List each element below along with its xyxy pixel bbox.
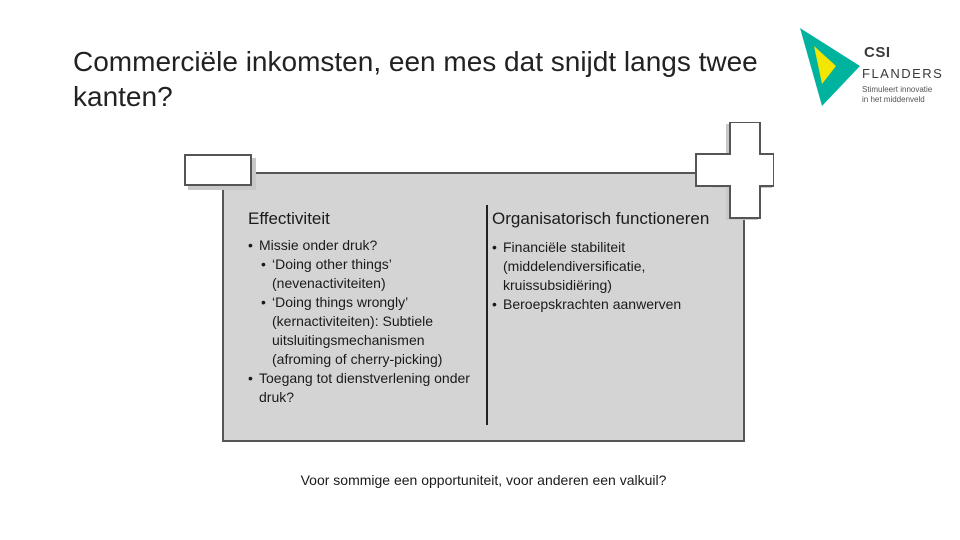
logo-brand-line1: CSI: [864, 44, 891, 61]
list-item: • Beroepskrachten aanwerven: [492, 295, 737, 314]
minus-sign-icon: [184, 154, 252, 186]
list-item: • Missie onder druk?: [248, 236, 478, 255]
list-item: • ‘Doing other things’ (nevenactiviteiten): [261, 255, 478, 293]
right-column: [492, 208, 737, 314]
plus-sign-icon: [694, 122, 774, 222]
column-divider: [486, 205, 488, 425]
logo-brand-line2: FLANDERS: [862, 66, 944, 81]
left-column-list: [248, 236, 478, 407]
logo-mark-icon: [800, 28, 860, 106]
left-column-heading: Effectiviteit: [248, 209, 330, 228]
list-item: • ‘Doing things wrongly’ (kernactiviteiten): Subtiele uitsluitingsmechanismen (afroming of cherry-picking): [261, 293, 478, 369]
slide-title: Commerciële inkomsten, een mes dat snijdt langs twee kanten?: [73, 46, 758, 112]
csi-flanders-logo: [800, 28, 950, 108]
left-column: [248, 208, 478, 407]
right-column-list: [492, 238, 737, 314]
logo-tagline-line2: in het middenveld: [862, 95, 925, 104]
right-column-heading: Organisatorisch functioneren: [492, 209, 710, 228]
list-item: • Toegang tot dienstverlening onder druk?: [248, 369, 478, 407]
list-item: • Financiële stabiliteit (middelendiversificatie, kruissubsidiëring): [492, 238, 737, 295]
logo-tagline-line1: Stimuleert innovatie: [862, 85, 933, 94]
bottom-question: Voor sommige een opportuniteit, voor anderen een valkuil?: [300, 472, 667, 488]
